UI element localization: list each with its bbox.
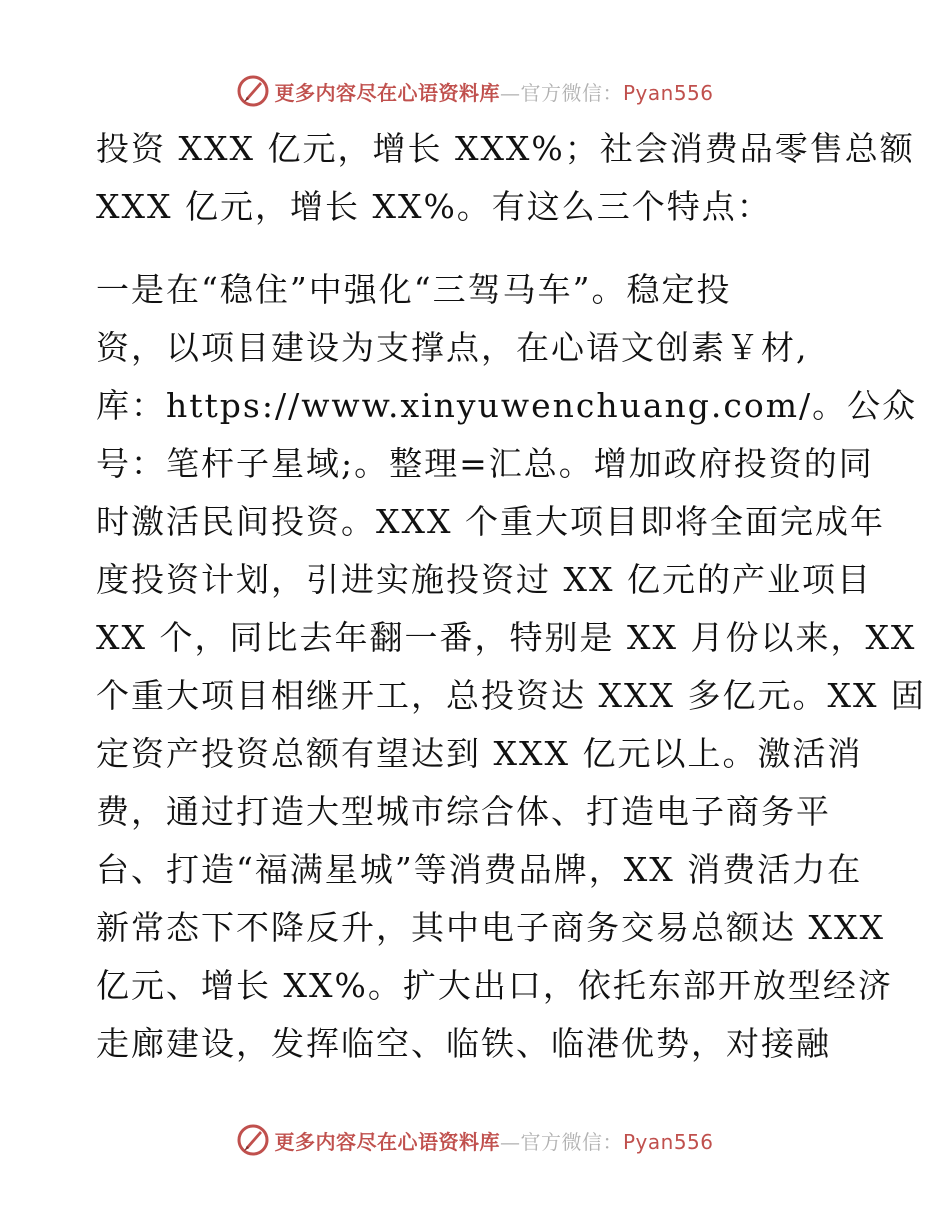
paragraph-1 [96, 120, 915, 236]
text-line: 库：https://www.xinyuwenchuang.com/。公众 [96, 386, 918, 425]
document-body [96, 120, 926, 1073]
text-line: 时激活民间投资。XXX 个重大项目即将全面完成年 [96, 502, 885, 541]
text-line: 新常态下不降反升，其中电子商务交易总额达 XXX [96, 908, 885, 947]
banner-text: 更多内容尽在心语资料库—官方微信：Pyan556 [274, 80, 714, 105]
text-line: 号：笔杆子星域;。整理=汇总。增加政府投资的同 [96, 444, 874, 483]
text-line: XX 个，同比去年翻一番，特别是 XX 月份以来，XX [96, 618, 917, 657]
header-banner [0, 68, 950, 114]
text-line: 费，通过打造大型城市综合体、打造电子商务平 [96, 792, 831, 831]
text-line: 走廊建设，发挥临空、临铁、临港优势，对接融 [96, 1024, 831, 1063]
quill-logo-icon [236, 74, 270, 108]
text-line: 定资产投资总额有望达到 XXX 亿元以上。激活消 [96, 734, 863, 773]
paragraph-2 [96, 261, 926, 1073]
text-line: 度投资计划，引进实施投资过 XX 亿元的产业项目 [96, 560, 872, 599]
footer-banner [0, 1117, 950, 1163]
text-line: 台、打造“福满星城”等消费品牌，XX 消费活力在 [96, 850, 863, 889]
text-line: 资，以项目建设为支撑点，在心语文创素￥材, [96, 328, 809, 367]
text-line: XXX 亿元，增长 XX%。有这么三个特点： [96, 187, 772, 226]
text-line: 投资 XXX 亿元，增长 XXX%；社会消费品零售总额 [96, 129, 915, 168]
text-line: 个重大项目相继开工，总投资达 XXX 多亿元。XX 固 [96, 676, 926, 715]
quill-logo-icon [236, 1123, 270, 1157]
text-line: 亿元、增长 XX%。扩大出口，依托东部开放型经济 [96, 966, 893, 1005]
text-line: 一是在“稳住”中强化“三驾马车”。稳定投 [96, 270, 732, 309]
banner-text: 更多内容尽在心语资料库—官方微信：Pyan556 [274, 1129, 714, 1154]
